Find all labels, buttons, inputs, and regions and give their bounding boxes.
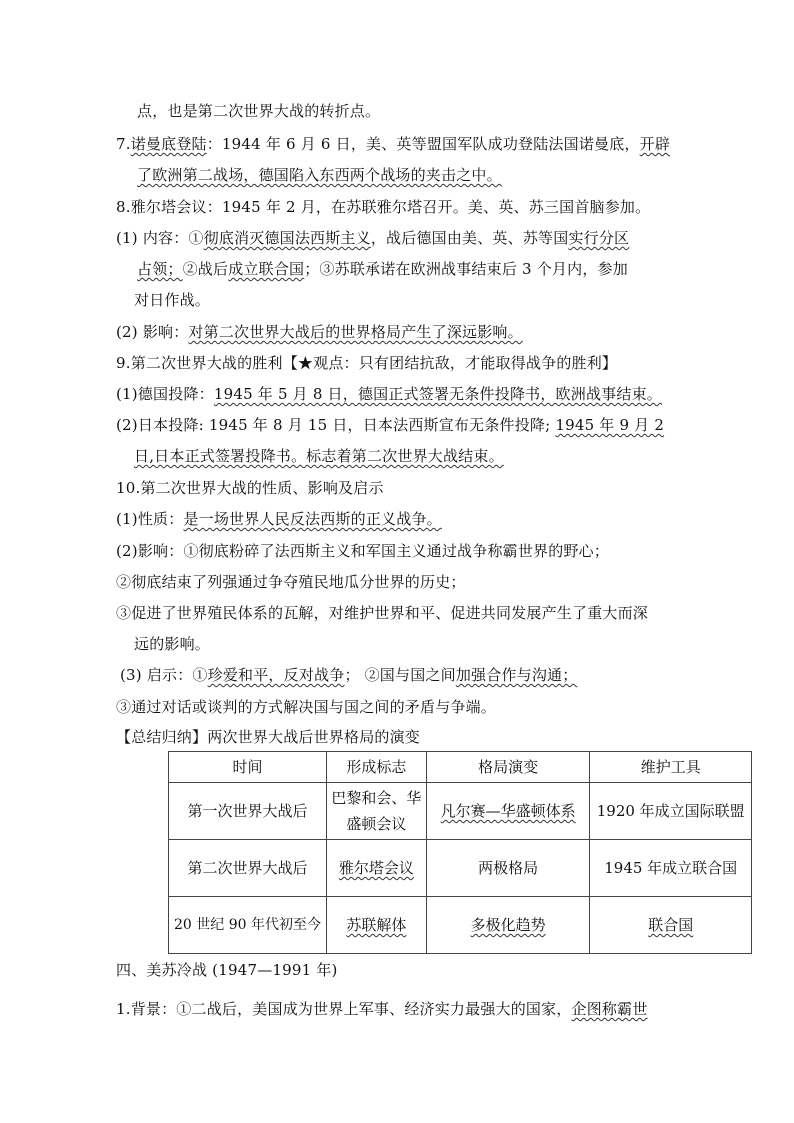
line-text: 远的影响。 xyxy=(134,635,211,653)
section-heading xyxy=(116,960,338,980)
line-text: ③促进了世界殖民体系的瓦解，对维护世界和平、促进共同发展产生了重大而深 xyxy=(116,604,649,622)
text-line xyxy=(137,101,380,121)
line-text: 1.背景：①二战后，美国成为世界上军事、经济实力最强大的国家， xyxy=(116,1000,572,1018)
text-line xyxy=(116,603,648,623)
underlined-text: 企图称霸世 xyxy=(571,1000,648,1018)
table-row xyxy=(169,897,752,954)
line-text: (1)德国投降： xyxy=(116,385,214,403)
text-line xyxy=(116,478,384,498)
table-cell xyxy=(426,897,590,954)
underlined-text: 凡尔赛—华盛顿体系 xyxy=(440,802,576,820)
section-heading xyxy=(116,727,420,747)
cell-text: 巴黎和会、华盛顿会议 xyxy=(331,789,422,833)
underlined-text: 1945 年 5 月 8 日，德国正式签署无条件投降书，欧洲战事结束。 xyxy=(213,385,662,403)
text-line xyxy=(116,415,664,435)
table-header-cell: 时间 xyxy=(169,752,327,783)
underlined-text: 雅尔塔会议 xyxy=(338,859,414,877)
underlined-text: 彻底消灭德国法西斯主义 xyxy=(203,229,371,247)
line-text: (1)性质： xyxy=(116,510,184,528)
text-line xyxy=(116,228,629,248)
table-cell: 两极格局 xyxy=(426,840,590,897)
summary-table xyxy=(168,751,752,954)
underlined-text: 是一场世界人民反法西斯的正义战争。 xyxy=(183,510,442,528)
text-line xyxy=(116,541,609,561)
text-line xyxy=(134,290,210,310)
table-cell xyxy=(326,783,426,840)
line-text: 10.第二次世界大战的性质、影响及启示 xyxy=(116,479,384,497)
underlined-text: 珍爱和平，反对战争 xyxy=(207,666,345,684)
underlined-text: 开辟 xyxy=(639,135,671,153)
table-header-row xyxy=(169,752,752,783)
text-line xyxy=(134,634,210,654)
line-text: 对日作战。 xyxy=(134,291,211,309)
text-line xyxy=(116,384,662,404)
table-cell: 第二次世界大战后 xyxy=(169,840,327,897)
underlined-text: 1945 年 9 月 2 xyxy=(555,416,665,434)
table-cell xyxy=(426,783,590,840)
line-text: (3) 启示：① xyxy=(120,666,208,684)
item-number: 7. xyxy=(116,135,131,153)
underlined-text: 占领； xyxy=(137,260,183,278)
text-line xyxy=(134,446,504,466)
text-line xyxy=(116,353,617,373)
text-line xyxy=(116,509,442,529)
text-line xyxy=(116,322,523,342)
underlined-text: 联合国 xyxy=(648,916,694,934)
underlined-text: 多极化趋势 xyxy=(470,916,546,934)
underlined-text: 诺曼底登陆 xyxy=(130,135,207,153)
table-row xyxy=(169,840,752,897)
table-header-cell: 维护工具 xyxy=(590,752,752,783)
underlined-text: 加强合作与沟通； xyxy=(455,666,578,684)
line-text: (2)日本投降: 1945 年 8 月 15 日，日本法西斯宣布无条件投降; xyxy=(116,416,556,434)
line-text: ； ②国与国之间 xyxy=(344,666,456,684)
underlined-text: 成立联合国 xyxy=(228,260,305,278)
underlined-text: 日,日本正式签署投降书。标志着第二次世界大战结束。 xyxy=(134,447,504,465)
underlined-text: 实行分区 xyxy=(568,229,630,247)
line-text: ；③苏联承诺在欧洲战事结束后 3 个月内，参加 xyxy=(304,260,628,278)
text-line xyxy=(116,197,650,217)
underlined-text: 对第二次世界大战后的世界格局产生了深远影响。 xyxy=(188,323,523,341)
table-cell xyxy=(326,897,426,954)
line-text: (2) 影响： xyxy=(116,323,189,341)
table-row xyxy=(169,783,752,840)
line-text: 8.雅尔塔会议：1945 年 2 月，在苏联雅尔塔召开。美、英、苏三国首脑参加。 xyxy=(116,198,651,216)
table-cell xyxy=(590,897,752,954)
text-line xyxy=(116,134,670,154)
underlined-text: 了欧洲第二战场，德国陷入东西两个战场的夹击之中。 xyxy=(137,166,502,184)
line-text: ③通过对话或谈判的方式解决国与国之间的矛盾与争端。 xyxy=(116,698,497,716)
line-text: 四、美苏冷战 (1947—1991 年) xyxy=(116,961,338,979)
text-line xyxy=(116,999,648,1019)
line-text: ②战后 xyxy=(182,260,229,278)
text-line xyxy=(116,697,496,717)
table-cell: 1920 年成立国际联盟 xyxy=(590,783,752,840)
table-header-cell: 形成标志 xyxy=(326,752,426,783)
table-header-cell: 格局演变 xyxy=(426,752,590,783)
line-text: ，战后德国由美、英、苏等国 xyxy=(370,229,569,247)
line-text: 点，也是第二次世界大战的转折点。 xyxy=(137,102,381,120)
line-text: (2)影响：①彻底粉碎了法西斯主义和军国主义通过战争称霸世界的野心； xyxy=(116,542,610,560)
line-text: 【总结归纳】两次世界大战后世界格局的演变 xyxy=(116,728,421,746)
table-cell xyxy=(326,840,426,897)
table-cell: 第一次世界大战后 xyxy=(169,783,327,840)
underlined-text: 苏联解体 xyxy=(346,916,407,934)
line-text: 9.第二次世界大战的胜利【★观点：只有团结抗敌，才能取得战争的胜利】 xyxy=(116,354,618,372)
text-line xyxy=(137,259,628,279)
line-text: ②彻底结束了列强通过争夺殖民地瓜分世界的历史； xyxy=(116,573,466,591)
text-line xyxy=(120,665,577,685)
line-text: (1) 内容：① xyxy=(116,229,204,247)
text-line xyxy=(116,572,466,592)
line-text: ：1944 年 6 月 6 日，美、英等盟国军队成功登陆法国诺曼底， xyxy=(206,135,640,153)
table-cell: 20 世纪 90 年代初至今 xyxy=(169,897,327,954)
text-line xyxy=(137,165,502,185)
table-cell: 1945 年成立联合国 xyxy=(590,840,752,897)
